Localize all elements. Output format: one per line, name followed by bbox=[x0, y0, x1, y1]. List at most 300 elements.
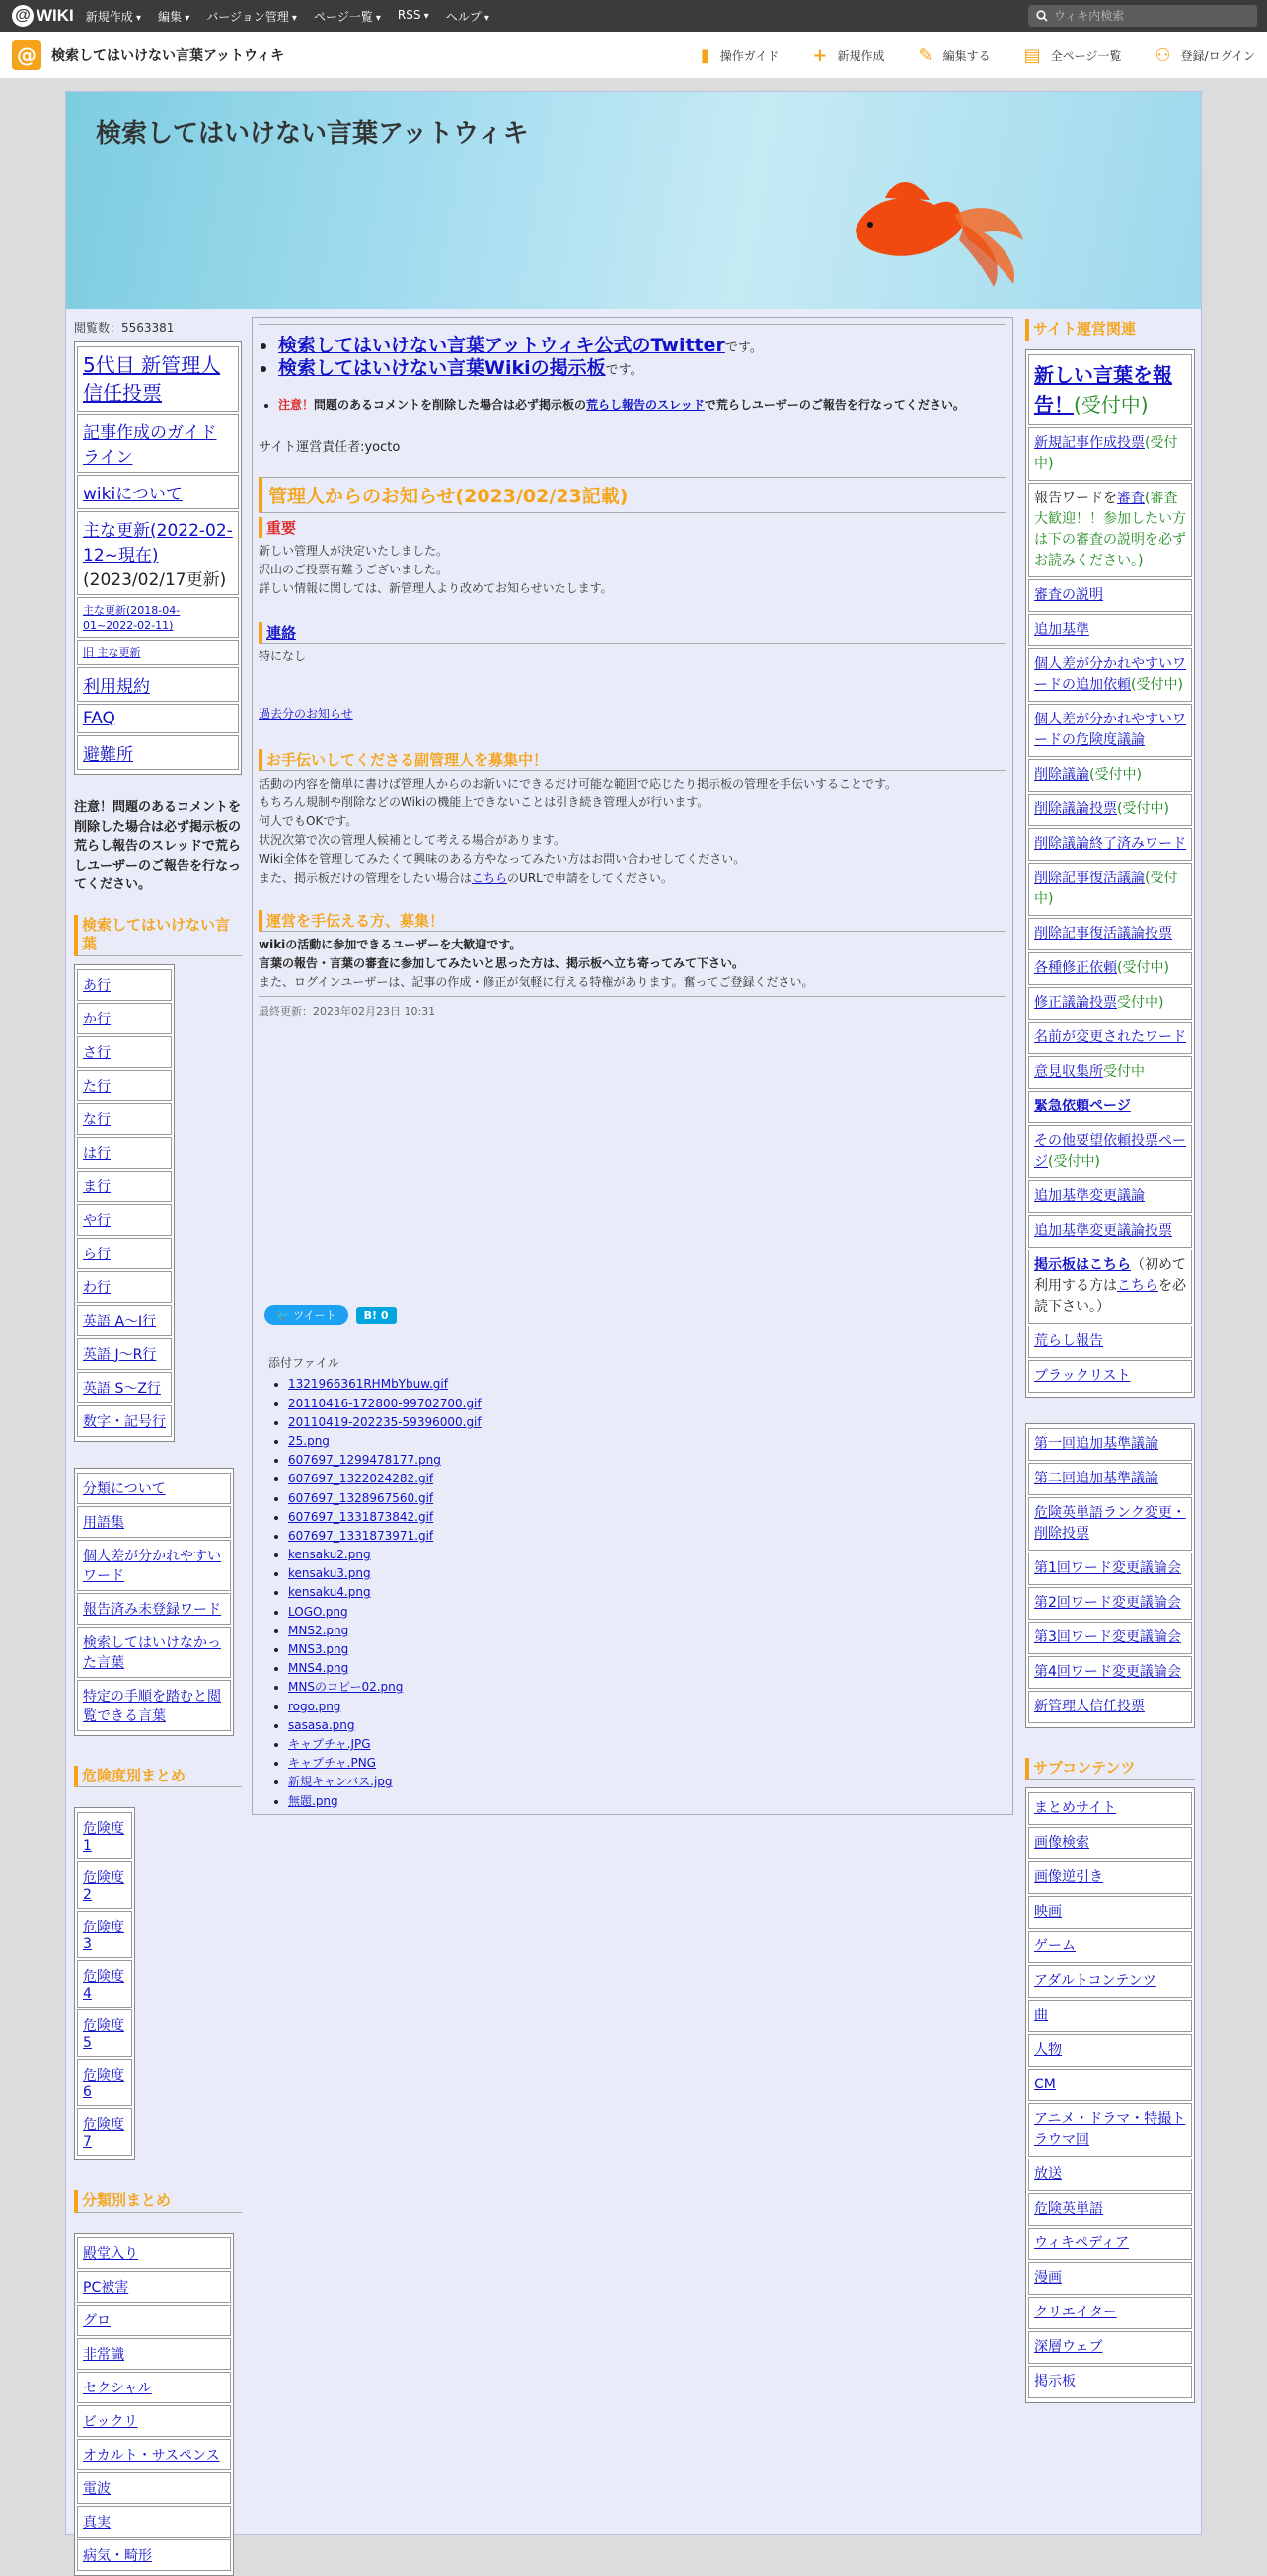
menu-pages[interactable]: ページ一覧 ▾ bbox=[314, 8, 381, 25]
word-index-item bbox=[77, 1405, 172, 1437]
word-index-link[interactable]: 数字・記号行 bbox=[83, 1413, 166, 1430]
attachment-item bbox=[288, 1413, 1006, 1432]
attachment-item bbox=[288, 1527, 1006, 1546]
attachment-link[interactable]: 607697_1328967560.gif bbox=[288, 1490, 434, 1505]
attachments-title: 添付ファイル bbox=[268, 1356, 339, 1371]
site-ops-list bbox=[1025, 349, 1195, 1398]
section-title-category: 分類別まとめ bbox=[74, 2190, 242, 2213]
nav-link-about[interactable]: wikiについて bbox=[83, 485, 183, 504]
word-index-link[interactable]: わ行 bbox=[83, 1279, 111, 1296]
site-ops-link[interactable]: 審査 bbox=[1117, 490, 1145, 506]
troll-report-thread-link[interactable]: 荒らし報告のスレッド bbox=[586, 397, 705, 412]
category-link[interactable]: グロ bbox=[83, 2312, 111, 2329]
attachment-item bbox=[288, 1546, 1006, 1564]
nav-link-old-updates[interactable]: 主な更新(2018-04-01~2022-02-11) bbox=[83, 604, 181, 632]
classification-item bbox=[77, 1627, 231, 1678]
login-button[interactable]: ⚇ 登録/ログイン bbox=[1155, 44, 1255, 66]
category-item bbox=[77, 2472, 231, 2504]
subcontent-item bbox=[1028, 1965, 1192, 1998]
site-ops-item: 意見収集所受付中 bbox=[1028, 1056, 1192, 1089]
discussion-item bbox=[1028, 1587, 1192, 1620]
tweet-button[interactable]: 🐦 ツイート bbox=[264, 1305, 348, 1325]
right-sidebar bbox=[1025, 319, 1195, 2403]
site-ops-link[interactable]: 追加基準 bbox=[1034, 621, 1089, 638]
site-ops-item: 新しい言葉を報告！(受付中) bbox=[1028, 354, 1192, 425]
discussion-link[interactable]: 第二回追加基準議論 bbox=[1034, 1470, 1158, 1486]
wiki-search-box bbox=[1028, 5, 1257, 27]
words-list bbox=[74, 964, 175, 1442]
word-index-link[interactable]: や行 bbox=[83, 1212, 111, 1229]
category-link[interactable]: セクシャル bbox=[83, 2380, 152, 2396]
wiki-icon[interactable]: @ bbox=[12, 40, 41, 70]
official-link-item: • 検索してはいけない言葉アットウィキ公式のTwitterです。 bbox=[278, 335, 1006, 357]
subcontent-link[interactable]: アダルトコンテンツ bbox=[1034, 1973, 1156, 1989]
attachment-item bbox=[288, 1716, 1006, 1735]
contact-link[interactable]: 連絡 bbox=[266, 624, 297, 643]
subcontent-link[interactable]: アニメ・ドラマ・特撮トラウマ回 bbox=[1034, 2111, 1186, 2148]
attachment-item bbox=[288, 1622, 1006, 1640]
site-ops-link[interactable]: 追加基準変更議論投票 bbox=[1034, 1222, 1172, 1239]
subcontent-link[interactable]: クリエイター bbox=[1034, 2305, 1117, 2320]
discussion-link[interactable]: 第1回ワード変更議論会 bbox=[1034, 1559, 1181, 1576]
view-count: 閲覧数：5563381 bbox=[74, 321, 175, 335]
guide-button[interactable]: ▮ 操作ガイド bbox=[700, 44, 780, 66]
hatena-bookmark-button[interactable]: B! 0 bbox=[356, 1307, 397, 1324]
discussion-item bbox=[1028, 1553, 1192, 1585]
category-link[interactable]: 非常識 bbox=[83, 2346, 124, 2363]
main-content bbox=[252, 317, 1013, 1815]
attachment-item bbox=[288, 1698, 1006, 1716]
site-ops-link[interactable]: 個人差が分かれやすいワードの危険度議論 bbox=[1034, 711, 1186, 748]
word-index-item bbox=[77, 1204, 172, 1236]
discussion-link[interactable]: 危険英単語ランク変更・削除投票 bbox=[1034, 1504, 1186, 1542]
word-index-link[interactable]: な行 bbox=[83, 1111, 111, 1128]
discussion-link[interactable]: 第2回ワード変更議論会 bbox=[1034, 1594, 1181, 1611]
site-ops-link[interactable]: 削除議論終了済みワード bbox=[1034, 835, 1186, 852]
top-menu bbox=[86, 8, 506, 25]
banner-title: 検索してはいけない言葉アットウィキ bbox=[96, 119, 529, 149]
site-ops-item: 修正議論投票受付中) bbox=[1028, 987, 1192, 1020]
attachment-item bbox=[288, 1564, 1006, 1583]
nav-link-vote[interactable]: 5代目 新管理人信任投票 bbox=[83, 353, 221, 405]
attachment-link[interactable]: MNS3.png bbox=[288, 1642, 349, 1657]
important-text: 新しい管理人が決定いたしました。 沢山のご投票有難うございました。 詳しい情報に関しては、新管理人より改めてお知らせいたします。 bbox=[259, 543, 613, 596]
discussion-item bbox=[1028, 1691, 1192, 1723]
attachment-link[interactable]: キャプチャ.JPG bbox=[288, 1736, 371, 1751]
attachment-item bbox=[288, 1489, 1006, 1508]
category-link[interactable]: 電波 bbox=[83, 2480, 111, 2497]
subcontent-item bbox=[1028, 2159, 1192, 2191]
attachment-link[interactable]: sasasa.png bbox=[288, 1717, 355, 1732]
word-index-link[interactable]: さ行 bbox=[83, 1044, 111, 1061]
subcontent-link[interactable]: 画像検索 bbox=[1034, 1835, 1089, 1851]
danger-level-item bbox=[77, 2009, 132, 2057]
attachment-link[interactable]: 607697_1322024282.gif bbox=[288, 1472, 434, 1486]
subcontent-item bbox=[1028, 1861, 1192, 1894]
category-item bbox=[77, 2271, 231, 2303]
discussion-link[interactable]: 第一回追加基準議論 bbox=[1034, 1435, 1158, 1452]
category-item bbox=[77, 2506, 231, 2538]
discussion-list bbox=[1025, 1423, 1195, 1728]
word-index-link[interactable]: 英語 J〜R行 bbox=[83, 1346, 157, 1363]
site-ops-item bbox=[1028, 918, 1192, 950]
logo-text: WIKI bbox=[37, 6, 74, 25]
attachment-link[interactable]: rogo.png bbox=[288, 1699, 341, 1713]
attachment-item bbox=[288, 1603, 1006, 1622]
recruit-text: 活動の内容を簡単に書けば管理人からのお新いにできるだけ可能な範囲で応じたり掲示板の管理を手伝いすることです。 もちろん規制や削除などのWikiの機能上できないことは引き続き管理人が行います。 何人でもOKです。 状況次第で次の管理人候補として考える場合があります。 Wiki全体を管理してみたくて興味のある方やなってみたい方はお問い合わせしてください。 また、掲示板だけの管理をしたい場合はこちらのURLで申請をしてください。 bbox=[259, 776, 898, 885]
subcontent-link[interactable]: まとめサイト bbox=[1034, 1800, 1117, 1816]
help-text: wikiの活動に参加できるユーザーを大歓迎です。 言葉の報告・言葉の審査に参加してみたいと思った方は、掲示板へ立ち寄ってみて下さい。 また、ログインユーザーは、記事の作成・修正が気軽に行える特権があります。奮ってご登録ください。 bbox=[259, 937, 814, 990]
attachment-link[interactable]: kensaku4.png bbox=[288, 1585, 371, 1600]
attachment-link[interactable]: 20110419-202235-59396000.gif bbox=[288, 1414, 482, 1429]
classification-link[interactable]: 検索してはいけなかった言葉 bbox=[83, 1634, 221, 1671]
word-index-item bbox=[77, 1036, 172, 1068]
document-icon: ▤ bbox=[1023, 44, 1041, 66]
left-sidebar bbox=[74, 319, 242, 2576]
attachment-link[interactable]: 607697_1331873842.gif bbox=[288, 1509, 434, 1524]
nav-item bbox=[77, 704, 239, 733]
site-ops-link[interactable]: 荒らし報告 bbox=[1034, 1332, 1103, 1349]
discussion-item bbox=[1028, 1497, 1192, 1551]
attachment-item bbox=[288, 1659, 1006, 1678]
subcontent-link[interactable]: ウィキペディア bbox=[1034, 2235, 1130, 2251]
attachment-item bbox=[288, 1395, 1006, 1413]
attachment-item bbox=[288, 1375, 1006, 1394]
subcontent-item bbox=[1028, 2103, 1192, 2157]
nav-link-guideline[interactable]: 記事作成のガイドライン bbox=[83, 423, 217, 468]
classification-link[interactable]: 分類について bbox=[83, 1480, 166, 1497]
nav-item bbox=[77, 640, 239, 665]
site-ops-item: 削除議論(受付中) bbox=[1028, 759, 1192, 792]
site-ops-item bbox=[1028, 1326, 1192, 1358]
caution-list bbox=[278, 396, 1006, 415]
subcontent-link[interactable]: 深層ウェブ bbox=[1034, 2339, 1103, 2355]
first-time-guide-link[interactable]: こちら bbox=[1117, 1277, 1158, 1294]
subcontent-item bbox=[1028, 2331, 1192, 2364]
search-input[interactable] bbox=[1054, 9, 1241, 23]
official-link-item: • 検索してはいけない言葉Wikiの掲示板です。 bbox=[278, 357, 1006, 380]
danger-level-item bbox=[77, 1812, 132, 1859]
word-index-link[interactable]: 英語 A〜I行 bbox=[83, 1313, 157, 1329]
discussion-link[interactable]: 新管理人信任投票 bbox=[1034, 1698, 1145, 1714]
danger-level-link[interactable]: 危険度1 bbox=[83, 1821, 124, 1854]
category-item bbox=[77, 2338, 231, 2370]
danger-level-item bbox=[77, 1960, 132, 2008]
category-link[interactable]: オカルト・サスペンス bbox=[83, 2447, 220, 2463]
category-item bbox=[77, 2305, 231, 2336]
discussion-link[interactable]: 第3回ワード変更議論会 bbox=[1034, 1629, 1181, 1645]
subcontent-item bbox=[1028, 2000, 1192, 2032]
site-ops-link[interactable]: 新しい言葉を報告！ bbox=[1034, 362, 1172, 417]
site-ops-link[interactable]: 意見収集所 bbox=[1034, 1063, 1103, 1080]
attachment-item bbox=[288, 1508, 1006, 1527]
attachment-item bbox=[288, 1640, 1006, 1659]
site-ops-link[interactable]: 新規記事作成投票 bbox=[1034, 434, 1145, 451]
word-index-link[interactable]: か行 bbox=[83, 1011, 111, 1027]
site-ops-link[interactable]: 削除記事復活議論投票 bbox=[1034, 925, 1172, 942]
book-icon: ▮ bbox=[700, 44, 710, 66]
category-link[interactable]: ビックリ bbox=[83, 2413, 138, 2430]
subcontent-item bbox=[1028, 2034, 1192, 2067]
update-date: (2023/02/17更新) bbox=[83, 570, 227, 590]
caution-note: 注意！問題のあるコメントを削除した場合は必ず掲示板の荒らし報告のスレッドで荒らしユーザーのご報告を行なってください。 bbox=[74, 800, 242, 892]
nav-link-faq[interactable]: FAQ bbox=[83, 709, 115, 728]
subcontent-link[interactable]: 画像逆引き bbox=[1034, 1869, 1103, 1885]
classification-item bbox=[77, 1473, 231, 1504]
word-index-item bbox=[77, 1171, 172, 1202]
category-item bbox=[77, 2237, 231, 2269]
past-notices-link[interactable]: 過去分のお知らせ bbox=[259, 706, 353, 720]
subcontent-link[interactable]: CM bbox=[1034, 2077, 1056, 2092]
menu-help[interactable]: ヘルプ ▾ bbox=[446, 8, 489, 25]
site-ops-item: 報告ワードを審査(審査大歓迎！！参加したい方は下の審査の説明を必ずお読みください。) bbox=[1028, 483, 1192, 577]
atwiki-logo[interactable] bbox=[12, 5, 74, 27]
subcontent-link[interactable]: 漫画 bbox=[1034, 2270, 1062, 2286]
site-ops-link[interactable]: その他要望依頼投票ページ bbox=[1034, 1132, 1186, 1170]
attachment-item bbox=[288, 1583, 1006, 1602]
site-ops-item bbox=[1028, 614, 1192, 646]
nav-link-legacy-updates[interactable]: 旧 主な更新 bbox=[83, 646, 141, 659]
word-index-item bbox=[77, 1338, 172, 1370]
category-list bbox=[74, 2233, 234, 2576]
edit-button[interactable]: ✎ 編集する bbox=[918, 44, 991, 66]
section-title-words: 検索してはいけない言葉 bbox=[74, 915, 242, 956]
category-link[interactable]: 真実 bbox=[83, 2514, 111, 2531]
word-index-link[interactable]: ら行 bbox=[83, 1246, 111, 1262]
subcontent-link[interactable]: ゲーム bbox=[1034, 1938, 1076, 1954]
site-ops-item: 削除記事復活議論(受付中) bbox=[1028, 863, 1192, 916]
site-header-bar bbox=[0, 32, 1267, 79]
category-item bbox=[77, 2539, 231, 2571]
category-link[interactable]: 病気・畸形 bbox=[83, 2547, 152, 2564]
caution-item: • 注意！問題のあるコメントを削除した場合は必ず掲示板の荒らし報告のスレッドで荒らしユーザーのご報告を行なってください。 bbox=[278, 396, 1006, 415]
search-icon bbox=[1036, 10, 1048, 22]
site-title[interactable]: 検索してはいけない言葉アットウィキ bbox=[51, 47, 285, 64]
category-item bbox=[77, 2405, 231, 2437]
site-ops-item: 各種修正依頼(受付中) bbox=[1028, 952, 1192, 985]
nav-item bbox=[77, 597, 239, 638]
subcontent-item bbox=[1028, 2366, 1192, 2398]
attachment-link[interactable]: キャプチャ.PNG bbox=[288, 1756, 376, 1771]
nav-item bbox=[77, 475, 239, 509]
classification-list bbox=[74, 1468, 234, 1736]
danger-level-link[interactable]: 危険度2 bbox=[83, 1870, 124, 1903]
attachment-item bbox=[288, 1754, 1006, 1773]
nav-item bbox=[77, 667, 239, 702]
site-ops-link[interactable]: 追加基準変更議論 bbox=[1034, 1187, 1145, 1204]
site-ops-link[interactable]: 個人差が分かれやすいワードの追加依頼 bbox=[1034, 655, 1186, 693]
classification-item bbox=[77, 1540, 231, 1591]
classification-link[interactable]: 特定の手順を踏むと閲覧できる言葉 bbox=[83, 1688, 221, 1724]
menu-new[interactable]: 新規作成 ▾ bbox=[86, 8, 141, 25]
word-index-item bbox=[77, 969, 172, 1001]
danger-level-item bbox=[77, 1861, 132, 1909]
category-link[interactable]: PC被害 bbox=[83, 2279, 129, 2296]
category-item bbox=[77, 2439, 231, 2470]
discussion-item bbox=[1028, 1622, 1192, 1654]
subcontent-item bbox=[1028, 2069, 1192, 2101]
attachment-item bbox=[288, 1773, 1006, 1791]
subcontent-link[interactable]: 危険英単語 bbox=[1034, 2201, 1103, 2217]
twitter-link[interactable]: 検索してはいけない言葉アットウィキ公式のTwitter bbox=[278, 335, 725, 356]
discussion-item bbox=[1028, 1428, 1192, 1461]
attachment-link[interactable]: MNS4.png bbox=[288, 1661, 349, 1676]
attachment-list bbox=[268, 1375, 1006, 1810]
page-container bbox=[65, 91, 1202, 2564]
subcontent-item bbox=[1028, 2193, 1192, 2226]
attachment-link[interactable]: 1321966361RHMbYbuw.gif bbox=[288, 1377, 448, 1392]
attachment-link[interactable]: MNSのコピー02.png bbox=[288, 1680, 404, 1695]
word-index-item bbox=[77, 1271, 172, 1303]
menu-edit[interactable]: 編集 ▾ bbox=[158, 8, 189, 25]
attachment-link[interactable]: 607697_1299478177.png bbox=[288, 1453, 441, 1468]
all-pages-button[interactable]: ▤ 全ページ一覧 bbox=[1023, 44, 1122, 66]
moderator-apply-link[interactable]: こちら bbox=[472, 871, 508, 885]
attachment-item bbox=[288, 1451, 1006, 1470]
section-title-site-ops: サイト運営関連 bbox=[1025, 319, 1195, 341]
subcontent-item bbox=[1028, 2228, 1192, 2260]
classification-link[interactable]: 報告済み未登録ワード bbox=[83, 1601, 221, 1618]
board-link[interactable]: 検索してはいけない言葉Wikiの掲示板 bbox=[278, 356, 606, 379]
site-ops-link[interactable]: 削除議論投票 bbox=[1034, 800, 1117, 817]
site-ops-link[interactable]: 緊急依頼ページ bbox=[1034, 1098, 1131, 1114]
word-index-link[interactable]: あ行 bbox=[83, 977, 111, 994]
danger-level-link[interactable]: 危険度3 bbox=[83, 1920, 124, 1952]
site-ops-item bbox=[1028, 579, 1192, 612]
banner bbox=[66, 92, 1201, 309]
classification-link[interactable]: 個人差が分かれやすいワード bbox=[83, 1548, 221, 1584]
site-ops-item: 削除議論投票(受付中) bbox=[1028, 794, 1192, 826]
attachment-link[interactable]: LOGO.png bbox=[288, 1604, 348, 1619]
subcontent-item bbox=[1028, 2262, 1192, 2295]
subcontent-item bbox=[1028, 1896, 1192, 1929]
pencil-icon: ✎ bbox=[918, 44, 933, 66]
attachment-link[interactable]: 607697_1331873971.gif bbox=[288, 1528, 434, 1543]
category-item bbox=[77, 2372, 231, 2403]
attachment-link[interactable]: MNS2.png bbox=[288, 1623, 349, 1637]
contact-text: 特になし bbox=[259, 649, 307, 664]
nav-link-updates[interactable]: 主な更新(2022-02-12~現在) bbox=[83, 521, 233, 566]
attachment-link[interactable]: 20110416-172800-99702700.gif bbox=[288, 1396, 482, 1410]
site-ops-item bbox=[1028, 1215, 1192, 1248]
attachment-link[interactable]: 25.png bbox=[288, 1433, 330, 1448]
site-ops-item bbox=[1028, 1180, 1192, 1213]
discussion-link[interactable]: 第4回ワード変更議論会 bbox=[1034, 1663, 1181, 1680]
section-title-danger: 危険度別まとめ bbox=[74, 1766, 242, 1788]
danger-level-item bbox=[77, 2059, 132, 2106]
site-ops-item bbox=[1028, 704, 1192, 757]
subcontent-link[interactable]: 映画 bbox=[1034, 1904, 1062, 1920]
site-ops-link[interactable]: ブラックリスト bbox=[1034, 1367, 1131, 1384]
word-index-link[interactable]: 英語 S〜Z行 bbox=[83, 1380, 161, 1397]
left-nav-box bbox=[74, 341, 242, 775]
goldfish-image bbox=[846, 171, 1043, 289]
attachment-link[interactable]: kensaku3.png bbox=[288, 1566, 371, 1581]
nav-link-shelter[interactable]: 避難所 bbox=[83, 745, 133, 765]
danger-list bbox=[74, 1807, 135, 2160]
subcontent-link[interactable]: 曲 bbox=[1034, 2008, 1048, 2023]
subcontent-item bbox=[1028, 1931, 1192, 1963]
site-ops-item: 掲示板はこちら（初めて利用する方はこちらを必読下さい。） bbox=[1028, 1250, 1192, 1324]
at-icon: @ bbox=[12, 5, 34, 27]
site-ops-link[interactable]: 審査の説明 bbox=[1034, 586, 1103, 603]
twitter-bird-icon: 🐦 bbox=[276, 1309, 290, 1323]
subcontent-item bbox=[1028, 1827, 1192, 1859]
site-ops-item: 新規記事作成投票(受付中) bbox=[1028, 427, 1192, 481]
contact-heading bbox=[259, 622, 1006, 644]
word-index-link[interactable]: た行 bbox=[83, 1078, 111, 1095]
attachment-item bbox=[288, 1432, 1006, 1451]
attachment-link[interactable]: 新規キャンバス.jpg bbox=[288, 1775, 393, 1789]
danger-level-link[interactable]: 危険度7 bbox=[83, 2117, 124, 2150]
attachment-link[interactable]: kensaku2.png bbox=[288, 1548, 371, 1562]
site-ops-link[interactable]: 掲示板はこちら bbox=[1034, 1256, 1131, 1273]
word-index-item bbox=[77, 1372, 172, 1403]
site-ops-link[interactable]: 名前が変更されたワード bbox=[1034, 1028, 1186, 1045]
danger-level-link[interactable]: 危険度4 bbox=[83, 1969, 124, 2002]
menu-rss[interactable]: RSS ▾ bbox=[398, 8, 429, 25]
word-index-link[interactable]: は行 bbox=[83, 1145, 111, 1162]
nav-item bbox=[77, 346, 239, 412]
discussion-item bbox=[1028, 1463, 1192, 1495]
new-page-button[interactable]: + 新規作成 bbox=[812, 44, 885, 66]
official-links bbox=[259, 335, 1006, 380]
nav-item bbox=[77, 511, 239, 595]
recruit-heading: お手伝いしてくださる副管理人を募集中！ bbox=[259, 749, 1006, 771]
top-navbar bbox=[0, 0, 1267, 32]
attachment-item bbox=[288, 1735, 1006, 1754]
word-index-item bbox=[77, 1305, 172, 1336]
classification-item bbox=[77, 1680, 231, 1731]
subcontent-item bbox=[1028, 1792, 1192, 1825]
classification-item bbox=[77, 1593, 231, 1625]
subcontent-link[interactable]: 人物 bbox=[1034, 2042, 1062, 2058]
site-ops-item bbox=[1028, 828, 1192, 861]
site-ops-link[interactable]: 削除記事復活議論 bbox=[1034, 870, 1145, 886]
last-updated: 最終更新：2023年02月23日 10:31 bbox=[259, 1005, 436, 1019]
attachments bbox=[268, 1354, 1006, 1810]
word-index-item bbox=[77, 1137, 172, 1169]
attachment-link[interactable]: 無題.png bbox=[288, 1793, 338, 1808]
word-index-item bbox=[77, 1070, 172, 1101]
nav-item bbox=[77, 414, 239, 473]
discussion-item bbox=[1028, 1656, 1192, 1689]
word-index-link[interactable]: ま行 bbox=[83, 1178, 111, 1195]
subcontent-item bbox=[1028, 2297, 1192, 2329]
user-add-icon: ⚇ bbox=[1155, 44, 1171, 66]
word-index-item bbox=[77, 1003, 172, 1034]
site-ops-link[interactable]: 各種修正依頼 bbox=[1034, 959, 1117, 976]
danger-level-item bbox=[77, 1911, 132, 1958]
site-admin: サイト運営責任者:yocto bbox=[259, 439, 401, 455]
notice-heading: 管理人からのお知らせ(2023/02/23記載) bbox=[259, 477, 1006, 513]
attachment-item bbox=[288, 1678, 1006, 1697]
header-actions bbox=[667, 32, 1255, 79]
subcontent-link[interactable]: 放送 bbox=[1034, 2166, 1062, 2182]
plus-icon: + bbox=[812, 44, 828, 66]
classification-link[interactable]: 用語集 bbox=[83, 1514, 124, 1531]
danger-level-link[interactable]: 危険度5 bbox=[83, 2018, 124, 2051]
site-ops-link[interactable]: 修正議論投票 bbox=[1034, 994, 1117, 1011]
danger-level-link[interactable]: 危険度6 bbox=[83, 2068, 124, 2100]
nav-link-terms[interactable]: 利用規約 bbox=[83, 677, 150, 697]
menu-version[interactable]: バージョン管理 ▾ bbox=[206, 8, 297, 25]
category-link[interactable]: 殿堂入り bbox=[83, 2245, 138, 2262]
site-ops-link[interactable]: 削除議論 bbox=[1034, 766, 1089, 783]
subcontent-link[interactable]: 掲示板 bbox=[1034, 2374, 1076, 2389]
section-title-subcontent: サブコンテンツ bbox=[1025, 1758, 1195, 1780]
nav-item bbox=[77, 735, 239, 770]
